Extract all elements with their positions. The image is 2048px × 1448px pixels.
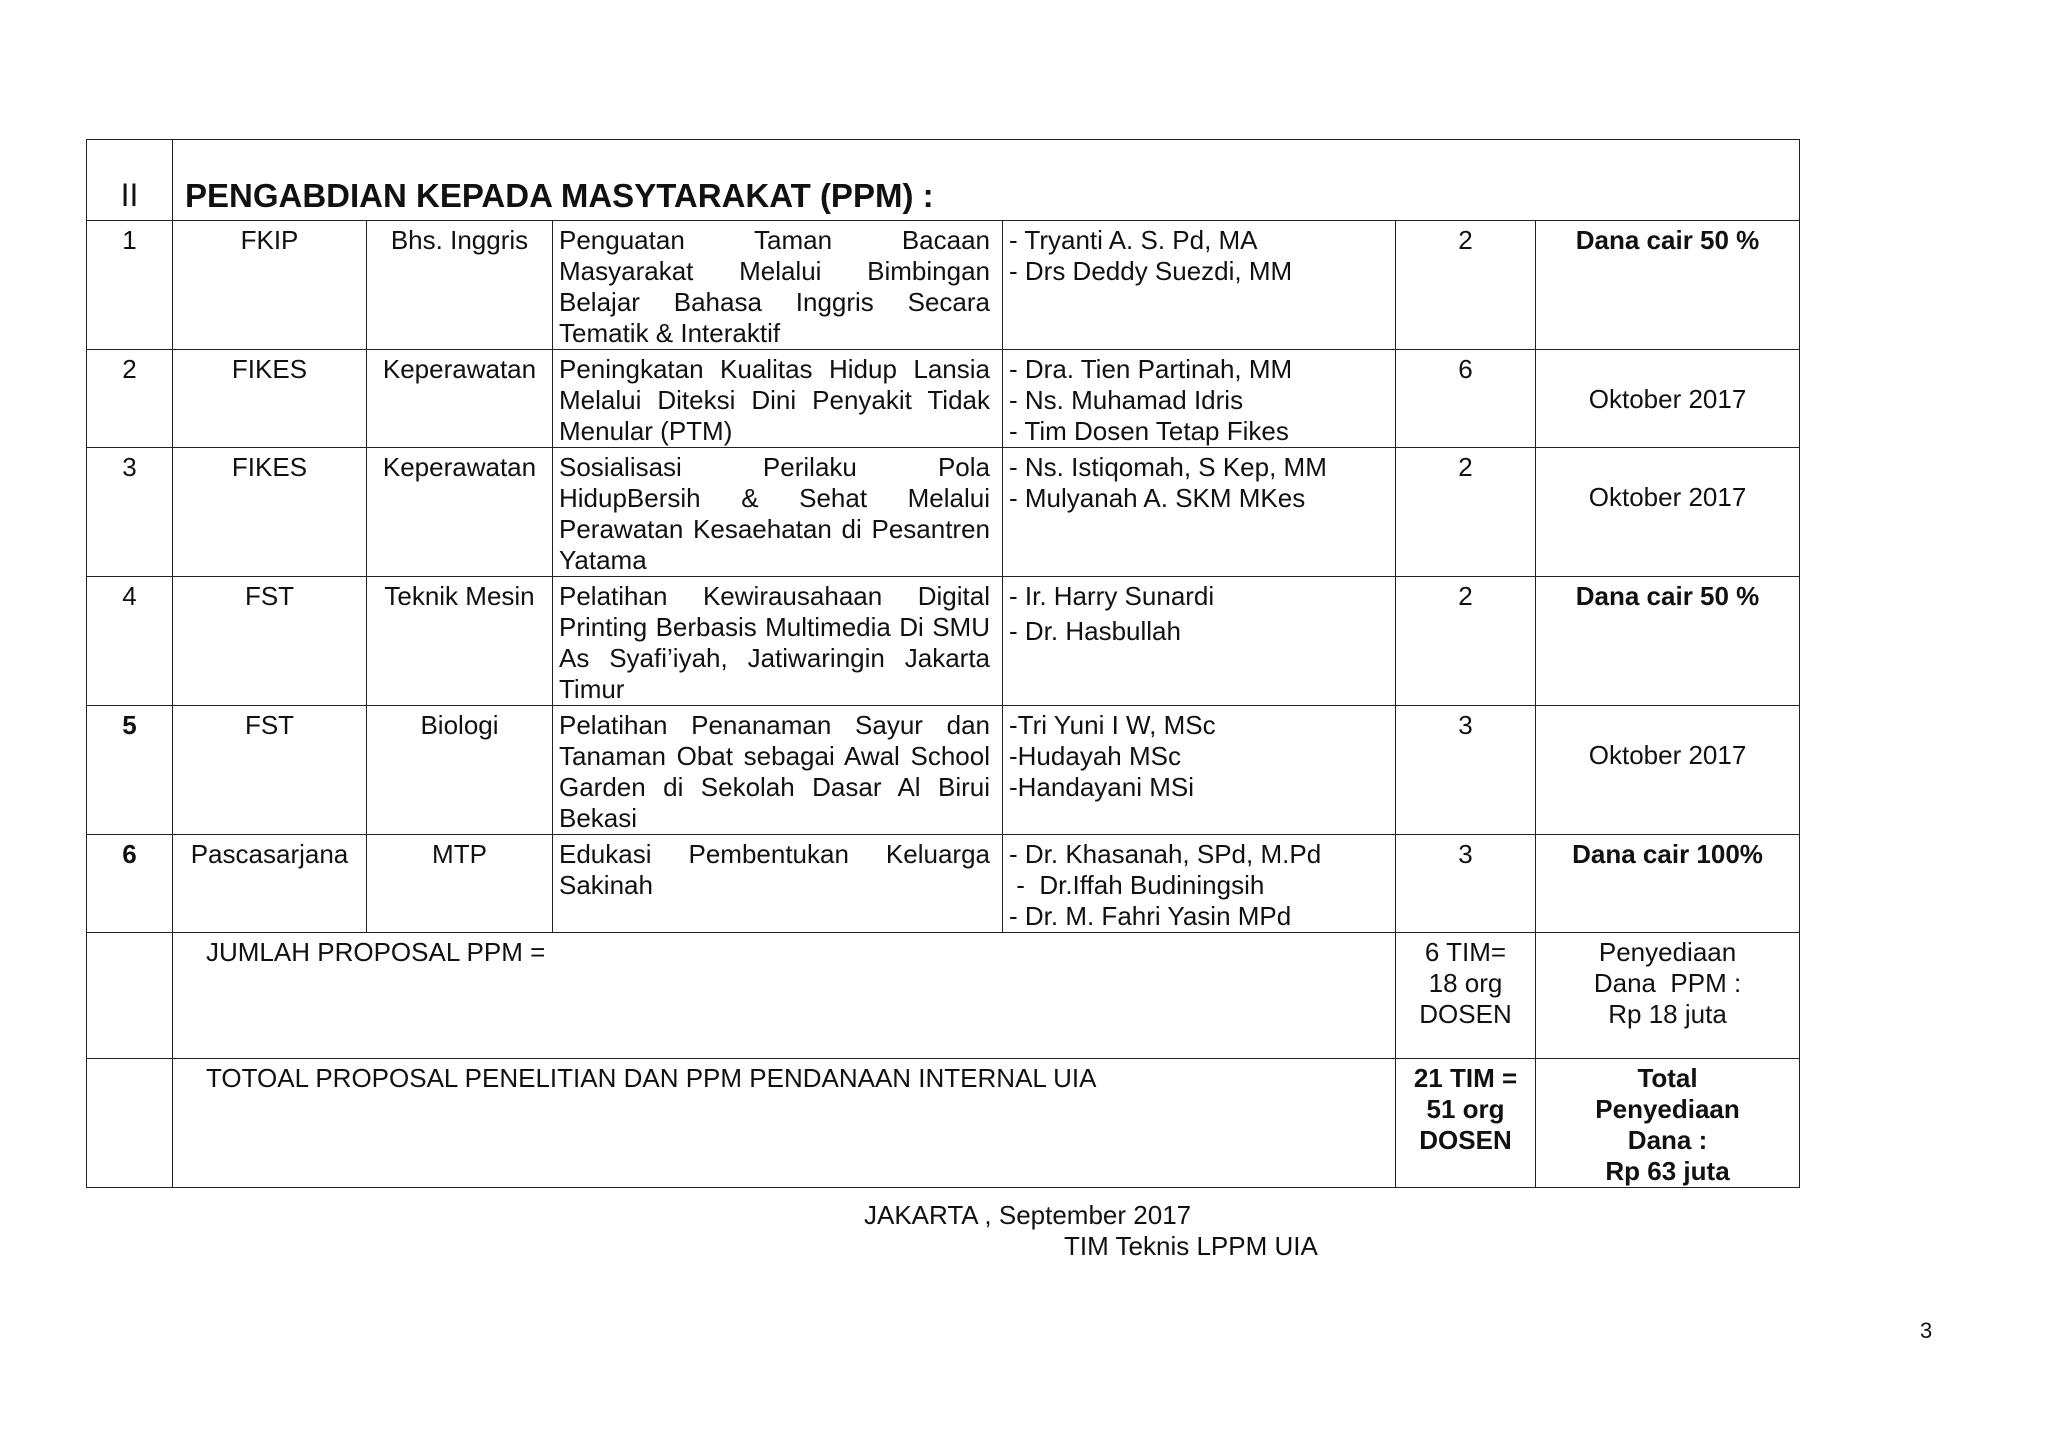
- table-row: [87, 706, 1800, 835]
- program-cell: Keperawatan: [367, 350, 553, 448]
- team-member: - Dr. Khasanah, SPd, M.Pd: [1009, 839, 1322, 869]
- activity-title-cell: Penguatan Taman Bacaan Masyarakat Melalui Bimbingan Belajar Bahasa Inggris Secara Tematik & Interaktif: [553, 221, 1003, 350]
- team-member: -Tri Yuni I W, MSc: [1009, 710, 1216, 740]
- team-cell: [1003, 577, 1396, 706]
- team-member: - Tim Dosen Tetap Fikes: [1009, 416, 1289, 446]
- activity-title-cell: Pelatihan Penanaman Sayur dan Tanaman Obat sebagai Awal School Garden di Sekolah Dasar Al Birui Bekasi: [553, 706, 1003, 835]
- activity-title-cell: Edukasi Pembentukan Keluarga Sakinah: [553, 835, 1003, 933]
- total-row: [87, 1059, 1800, 1188]
- total-funding-line: Dana :: [1627, 1125, 1708, 1155]
- ppm-table: [86, 139, 1800, 1188]
- faculty-cell: FST: [173, 706, 367, 835]
- program-cell: Biologi: [367, 706, 553, 835]
- team-count-cell: 2: [1396, 221, 1536, 350]
- program-cell: Keperawatan: [367, 448, 553, 577]
- section-number: II: [87, 140, 173, 221]
- team-cell: [1003, 221, 1396, 350]
- team-member: - Drs Deddy Suezdi, MM: [1009, 256, 1293, 286]
- total-funding-line: Rp 63 juta: [1605, 1156, 1730, 1186]
- table-row: [87, 448, 1800, 577]
- table-row: [87, 577, 1800, 706]
- row-number: 5: [87, 706, 173, 835]
- team-count-cell: 2: [1396, 448, 1536, 577]
- faculty-cell: FKIP: [173, 221, 367, 350]
- summary-funding-line: Rp 18 juta: [1608, 999, 1727, 1029]
- team-count-cell: 6: [1396, 350, 1536, 448]
- total-count-line: DOSEN: [1419, 1125, 1512, 1155]
- total-funding-cell: [1536, 1059, 1800, 1188]
- total-count-cell: [1396, 1059, 1536, 1188]
- empty-cell: [87, 933, 173, 1059]
- team-member: - Dr. Hasbullah: [1009, 616, 1181, 646]
- team-member: - Tryanti A. S. Pd, MA: [1009, 225, 1258, 255]
- program-cell: Bhs. Inggris: [367, 221, 553, 350]
- total-label: TOTOAL PROPOSAL PENELITIAN DAN PPM PENDANAAN INTERNAL UIA: [173, 1059, 1396, 1188]
- total-count-line: 51 org: [1426, 1094, 1505, 1124]
- section-header-row: [87, 140, 1800, 221]
- summary-label: JUMLAH PROPOSAL PPM =: [173, 933, 1396, 1059]
- team-cell: [1003, 448, 1396, 577]
- status-cell: Dana cair 100%: [1536, 835, 1800, 933]
- team-member: - Ns. Istiqomah, S Kep, MM: [1009, 452, 1327, 482]
- summary-count-line: 18 org: [1428, 968, 1503, 998]
- team-count-cell: 3: [1396, 706, 1536, 835]
- summary-funding-cell: [1536, 933, 1800, 1059]
- team-cell: [1003, 835, 1396, 933]
- faculty-cell: FST: [173, 577, 367, 706]
- summary-funding-line: Penyediaan: [1598, 937, 1737, 967]
- table-row: [87, 350, 1800, 448]
- team-member: -Handayani MSi: [1009, 772, 1194, 802]
- team-count-cell: 2: [1396, 577, 1536, 706]
- team-member: -Hudayah MSc: [1009, 741, 1181, 771]
- team-member: - Mulyanah A. SKM MKes: [1009, 483, 1306, 513]
- summary-count-cell: [1396, 933, 1536, 1059]
- status-cell: Dana cair 50 %: [1536, 577, 1800, 706]
- section-title: PENGABDIAN KEPADA MASYTARAKAT (PPM) :: [173, 140, 1800, 221]
- team-cell: [1003, 350, 1396, 448]
- row-number: 1: [87, 221, 173, 350]
- total-funding-line: Total: [1637, 1063, 1698, 1093]
- summary-count-line: 6 TIM=: [1424, 937, 1507, 967]
- summary-row: [87, 933, 1800, 1059]
- team-member: - Ns. Muhamad Idris: [1009, 385, 1244, 415]
- footer-signatory: TIM Teknis LPPM UIA: [1064, 1231, 1318, 1261]
- table-row: [87, 835, 1800, 933]
- team-member: - Dra. Tien Partinah, MM: [1009, 354, 1293, 384]
- faculty-cell: Pascasarjana: [173, 835, 367, 933]
- status-cell: Oktober 2017: [1536, 706, 1800, 835]
- activity-title-cell: Sosialisasi Perilaku Pola HidupBersih & Sehat Melalui Perawatan Kesaehatan di Pesantren Yatama: [553, 448, 1003, 577]
- faculty-cell: FIKES: [173, 448, 367, 577]
- team-member: - Ir. Harry Sunardi: [1009, 581, 1215, 611]
- row-number: 4: [87, 577, 173, 706]
- total-funding-line: Penyediaan: [1595, 1094, 1740, 1124]
- team-member: - Dr. M. Fahri Yasin MPd: [1009, 901, 1292, 931]
- activity-title-cell: Peningkatan Kualitas Hidup Lansia Melalui Diteksi Dini Penyakit Tidak Menular (PTM): [553, 350, 1003, 448]
- summary-count-line: DOSEN: [1419, 999, 1512, 1029]
- status-cell: Oktober 2017: [1536, 448, 1800, 577]
- team-member: - Dr.Iffah Budiningsih: [1009, 870, 1265, 900]
- row-number: 3: [87, 448, 173, 577]
- footer-place-date: JAKARTA , September 2017: [864, 1200, 1192, 1230]
- faculty-cell: FIKES: [173, 350, 367, 448]
- row-number: 2: [87, 350, 173, 448]
- team-cell: [1003, 706, 1396, 835]
- empty-cell: [87, 1059, 173, 1188]
- program-cell: Teknik Mesin: [367, 577, 553, 706]
- program-cell: MTP: [367, 835, 553, 933]
- status-cell: Oktober 2017: [1536, 350, 1800, 448]
- total-count-line: 21 TIM =: [1413, 1063, 1518, 1093]
- table-row: [87, 221, 1800, 350]
- team-count-cell: 3: [1396, 835, 1536, 933]
- page-number: 3: [1920, 1318, 1933, 1343]
- row-number: 6: [87, 835, 173, 933]
- activity-title-cell: Pelatihan Kewirausahaan Digital Printing Berbasis Multimedia Di SMU As Syafi’iyah, Jatiwaringin Jakarta Timur: [553, 577, 1003, 706]
- summary-funding-line: Dana PPM :: [1593, 968, 1742, 998]
- status-cell: Dana cair 50 %: [1536, 221, 1800, 350]
